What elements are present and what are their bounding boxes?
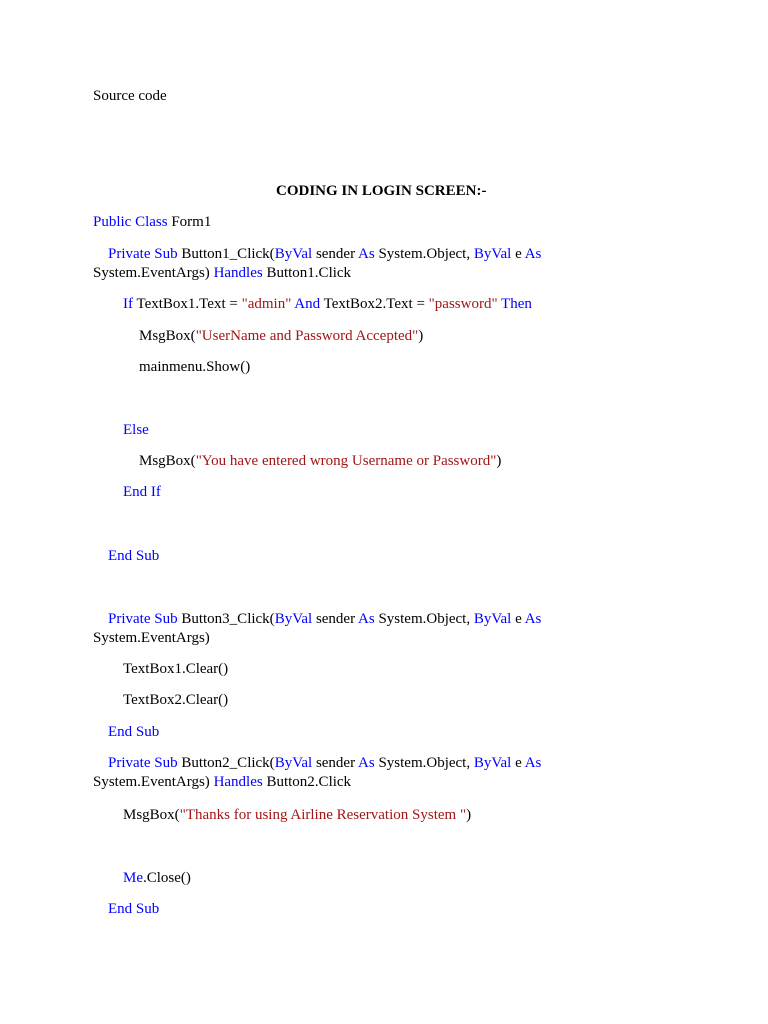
code-line: [123, 295, 532, 313]
code-line: [108, 900, 159, 918]
keyword-token: ByVal: [274, 246, 313, 262]
keyword-token: Handles: [213, 265, 263, 281]
code-token: ): [466, 807, 472, 823]
code-line: [108, 754, 541, 772]
code-token: e: [511, 246, 525, 262]
keyword-token: Me: [123, 870, 143, 886]
keyword-token: As: [358, 755, 375, 771]
code-line: [123, 806, 471, 824]
code-token: TextBox1.Clear(): [123, 661, 229, 677]
code-token: ): [496, 453, 502, 469]
keyword-token: Then: [497, 296, 532, 312]
keyword-token: End Sub: [108, 548, 160, 564]
keyword-token: As: [524, 246, 542, 262]
keyword-token: ByVal: [473, 755, 512, 771]
code-token: sender: [312, 246, 359, 262]
code-token: TextBox1.Text =: [133, 296, 242, 312]
code-token: System.Object,: [374, 755, 474, 771]
keyword-token: As: [358, 246, 375, 262]
keyword-token: Private Sub: [108, 611, 182, 627]
code-token: mainmenu.Show(): [139, 359, 251, 375]
code-token: TextBox2.Text =: [320, 296, 429, 312]
code-line: [139, 358, 250, 376]
code-line: [123, 483, 161, 501]
code-line: [108, 610, 541, 628]
code-line: [93, 629, 210, 647]
code-token: MsgBox(: [139, 453, 196, 469]
keyword-token: Public Class: [93, 214, 172, 230]
keyword-token: As: [524, 611, 542, 627]
document-heading: Source code: [93, 88, 167, 104]
code-token: Form1: [171, 214, 212, 230]
code-token: sender: [312, 755, 359, 771]
code-token: Button2.Click: [262, 774, 352, 790]
code-token: Button1.Click: [262, 265, 352, 281]
code-token: MsgBox(: [139, 328, 196, 344]
keyword-token: End If: [123, 484, 161, 500]
code-token: e: [511, 755, 525, 771]
section-title: CODING IN LOGIN SCREEN:-: [276, 183, 487, 199]
code-token: .Close(): [143, 870, 191, 886]
keyword-token: ByVal: [473, 246, 512, 262]
code-line: [108, 723, 159, 741]
keyword-token: Else: [123, 422, 149, 438]
code-line: [123, 869, 191, 887]
code-token: System.Object,: [374, 611, 474, 627]
keyword-token: Private Sub: [108, 755, 182, 771]
keyword-token: ByVal: [473, 611, 512, 627]
keyword-token: End Sub: [108, 901, 160, 917]
keyword-token: End Sub: [108, 724, 160, 740]
code-token: ): [418, 328, 424, 344]
string-literal: "admin": [241, 296, 292, 312]
keyword-token: Handles: [213, 774, 263, 790]
code-token: System.EventArgs): [93, 265, 214, 281]
code-line: [93, 264, 351, 282]
code-token: MsgBox(: [123, 807, 180, 823]
code-token: Button1_Click(: [181, 246, 275, 262]
code-line: [123, 421, 149, 439]
keyword-token: ByVal: [274, 611, 313, 627]
keyword-token: ByVal: [274, 755, 313, 771]
keyword-token: As: [524, 755, 542, 771]
code-line: [139, 452, 501, 470]
code-line: [108, 245, 541, 263]
code-token: Button2_Click(: [181, 755, 275, 771]
code-token: System.EventArgs): [93, 774, 214, 790]
code-token: sender: [312, 611, 359, 627]
string-literal: "password": [428, 296, 498, 312]
code-line: [93, 773, 351, 791]
keyword-token: Private Sub: [108, 246, 182, 262]
string-literal: "Thanks for using Airline Reservation System ": [179, 807, 467, 823]
keyword-token: And: [291, 296, 321, 312]
keyword-token: As: [358, 611, 375, 627]
code-line: [108, 547, 159, 565]
code-line: [123, 660, 228, 678]
string-literal: "You have entered wrong Username or Password": [195, 453, 497, 469]
code-token: e: [511, 611, 525, 627]
code-line: [123, 691, 228, 709]
code-token: TextBox2.Clear(): [123, 692, 229, 708]
code-token: Button3_Click(: [181, 611, 275, 627]
code-line: [139, 327, 423, 345]
code-line: [93, 213, 211, 231]
code-token: System.Object,: [374, 246, 474, 262]
keyword-token: If: [123, 296, 133, 312]
string-literal: "UserName and Password Accepted": [195, 328, 419, 344]
code-token: System.EventArgs): [93, 630, 210, 646]
